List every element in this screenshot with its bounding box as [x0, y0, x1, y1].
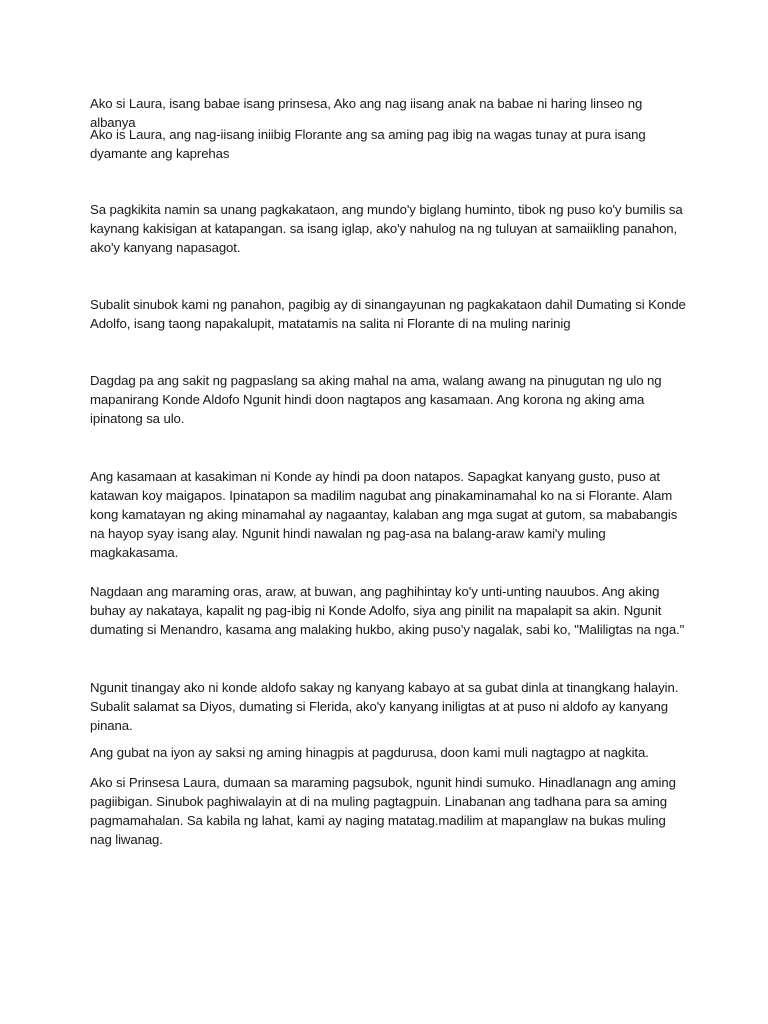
paragraph-9: Ang gubat na iyon ay saksi ng aming hinagpis at pagdurusa, doon kami muli nagtagpo at nagkita.	[90, 745, 649, 760]
paragraph-8: Ngunit tinangay ako ni konde aldofo sakay ng kanyang kabayo at sa gubat dinla at tinangkang halayin. Subalit salamat sa Diyos, dumating si Flerida, ako'y kanyang iniligtas at at puso ni aldofo ay kanyang pinana.	[90, 680, 679, 733]
paragraph-4: Subalit sinubok kami ng panahon, pagibig ay di sinangayunan ng pagkakataon dahil Dumating si Konde Adolfo, isang taong napakalupit, matatamis na salita ni Florante di na muling narinig	[90, 297, 686, 331]
paragraph-10: Ako si Prinsesa Laura, dumaan sa maraming pagsubok, ngunit hindi sumuko. Hinadlanagn ang aming pagiibigan. Sinubok paghiwalayin at di na muling pagtagpuin. Linabanan ang tadhana para sa aming pagmamahalan. Sa kabila ng lahat, kami ay naging matatag.madilim at mapanglaw na bukas muling nag liwanag.	[90, 775, 676, 847]
paragraph-5: Dagdag pa ang sakit ng pagpaslang sa aking mahal na ama, walang awang na pinugutan ng ulo ng mapanirang Konde Aldofo Ngunit hindi doon nagtapos ang kasamaan. Ang korona ng aking ama ipinatong sa ulo.	[90, 373, 662, 426]
paragraph-2: Ako is Laura, ang nag-iisang iniibig Florante ang sa aming pag ibig na wagas tunay at pura isang dyamante ang kaprehas	[90, 127, 646, 161]
paragraph-3: Sa pagkikita namin sa unang pagkakataon, ang mundo'y biglang huminto, tibok ng puso ko'y bumilis sa kaynang kakisigan at katapangan. sa isang iglap, ako'y nahulog na ng tuluyan at samaiikling panahon, ako'y kanyang napasagot.	[90, 202, 683, 255]
paragraph-7: Nagdaan ang maraming oras, araw, at buwan, ang paghihintay ko'y unti-unting nauubos. Ang aking buhay ay nakataya, kapalit ng pag-ibig ni Konde Adolfo, siya ang pinilit na mapalapit sa akin. Ngunit dumating si Menandro, kasama ang malaking hukbo, aking puso'y nagalak, sabi ko, "Maliligtas na nga."	[90, 584, 685, 637]
paragraph-6: Ang kasamaan at kasakiman ni Konde ay hindi pa doon natapos. Sapagkat kanyang gusto, puso at katawan koy maigapos. Ipinatapon sa madilim nagubat ang pinakaminamahal ko na si Florante. Alam kong kamatayan ng aking minamahal ay nagaantay, kalaban ang mga sugat at gutom, sa mababangis na hayop syay isang alay. Ngunit hindi nawalan ng pag-asa na balang-araw kami'y muling magkakasama.	[90, 469, 678, 560]
paragraph-1: Ako si Laura, isang babae isang prinsesa, Ako ang nag iisang anak na babae ni haring linseo ng albanya	[90, 96, 643, 130]
